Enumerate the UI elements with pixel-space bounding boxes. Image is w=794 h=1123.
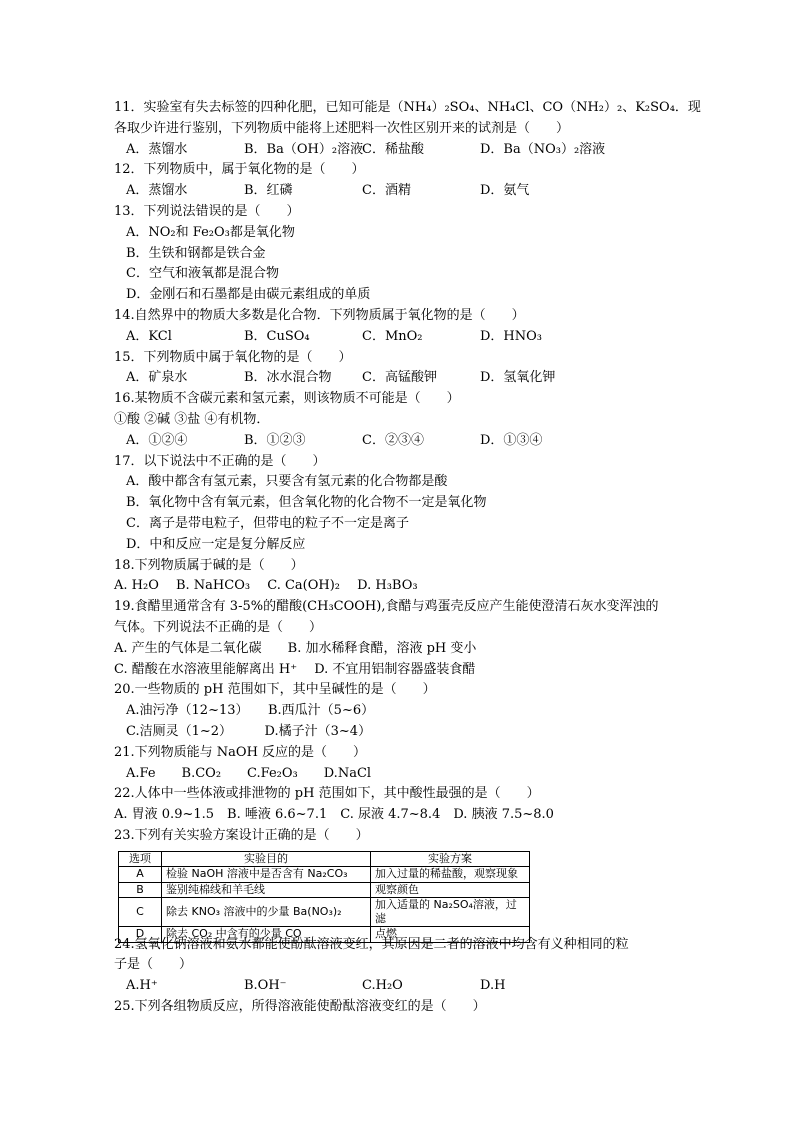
table-header: 实验目的 xyxy=(162,851,371,867)
question-line: 14.自然界中的物质大多数是化合物．下列物质属于氧化物的是（ ） xyxy=(114,307,525,323)
answer-option: C．酒精 xyxy=(362,183,411,199)
answer-option: B．冰水混合物 xyxy=(244,370,332,386)
table-header: 选项 xyxy=(119,851,162,867)
question-content xyxy=(114,98,701,1018)
table-cell: 点燃 xyxy=(371,927,530,943)
question-line: A.Fe B.CO₂ C.Fe₂O₃ D.NaCl xyxy=(126,765,372,781)
question-line: 12．下列物质中，属于氧化物的是（ ） xyxy=(114,162,365,178)
table-cell: 加入适量的 Na₂SO₄溶液，过滤 xyxy=(371,898,530,927)
question-line: 20.一些物质的 pH 范围如下，其中呈碱性的是（ ） xyxy=(114,682,436,698)
question-line: 子是（ ） xyxy=(114,957,193,973)
question-line: 气体。下列说法不正确的是（ ） xyxy=(114,619,323,635)
experiment-table-wrap xyxy=(114,847,682,941)
experiment-table xyxy=(118,851,530,943)
answer-option: A．矿泉水 xyxy=(126,370,188,386)
table-header: 实验方案 xyxy=(371,851,530,867)
answer-option: D．氢氧化钾 xyxy=(480,370,556,386)
question-line: A.油污净（12~13） B.西瓜汁（5~6） xyxy=(126,703,375,719)
answer-option: A.H⁺ xyxy=(126,978,158,994)
question-line: 21.下列物质能与 NaOH 反应的是（ ） xyxy=(114,744,367,760)
question-line: 13．下列说法错误的是（ ） xyxy=(114,203,300,219)
answer-options xyxy=(114,431,682,452)
question-line: ①酸 ②碱 ③盐 ④有机物． xyxy=(114,411,270,427)
table-cell: B xyxy=(119,882,162,898)
question-line: C．空气和液氧都是混合物 xyxy=(126,266,279,282)
question-line: A．NO₂和 Fe₂O₃都是氧化物 xyxy=(126,224,295,240)
answer-option: A．KCl xyxy=(126,328,172,344)
answer-options xyxy=(114,368,682,389)
table-cell: 加入过量的稀盐酸，观察现象 xyxy=(371,867,530,883)
table-cell: D xyxy=(119,927,162,943)
question-line: 23.下列有关实验方案设计正确的是（ ） xyxy=(114,827,369,843)
question-line: C．离子是带电粒子，但带电的粒子不一定是离子 xyxy=(126,515,409,531)
answer-options xyxy=(114,181,682,202)
answer-option: C．稀盐酸 xyxy=(362,141,424,157)
question-line: D．金刚石和石墨都是由碳元素组成的单质 xyxy=(126,287,371,303)
question-line: 18.下列物质属于碱的是（ ） xyxy=(114,557,304,573)
answer-option: D．氨气 xyxy=(480,183,530,199)
table-cell: 除去 KNO₃ 溶液中的少量 Ba(NO₃)₂ xyxy=(162,898,371,927)
question-line: A. H₂O B. NaHCO₃ C. Ca(OH)₂ D. H₃BO₃ xyxy=(114,578,418,594)
table-cell: C xyxy=(119,898,162,927)
table-row xyxy=(119,898,530,927)
answer-options xyxy=(114,140,682,161)
answer-option: A．①②④ xyxy=(126,432,188,448)
question-line: D．中和反应一定是复分解反应 xyxy=(126,536,306,552)
answer-option: D.H xyxy=(480,978,506,994)
question-line: 25.下列各组物质反应，所得溶液能使酚酞溶液变红的是（ ） xyxy=(114,999,486,1015)
question-line: C. 醋酸在水溶液里能解离出 H⁺ D. 不宜用铝制容器盛装食醋 xyxy=(114,661,476,677)
question-line: B．氧化物中含有氧元素，但含氧化物的化合物不一定是氧化物 xyxy=(126,495,487,511)
answer-option: C．MnO₂ xyxy=(362,328,423,344)
answer-option: C.H₂O xyxy=(362,978,403,994)
answer-option: A．蒸馏水 xyxy=(126,141,188,157)
answer-option: B．CuSO₄ xyxy=(244,328,310,344)
questions-11-23 xyxy=(114,98,701,847)
answer-option: B．①②③ xyxy=(244,432,306,448)
table-cell: 除去 CO₂ 中含有的少量 CO xyxy=(162,927,371,943)
answer-option: B．红磷 xyxy=(244,183,293,199)
table-row xyxy=(119,882,530,898)
question-line: 17．以下说法中不正确的是（ ） xyxy=(114,453,326,469)
table-row xyxy=(119,867,530,883)
question-line: A．酸中都含有氢元素，只要含有氢元素的化合物都是酸 xyxy=(126,474,448,490)
table-cell: 鉴别纯棉线和羊毛线 xyxy=(162,882,371,898)
question-line: 19.食醋里通常含有 3-5%的醋酸(CH₃COOH),食醋与鸡蛋壳反应产生能使澄清石灰水变浑浊的 xyxy=(114,599,659,615)
answer-option: D．HNO₃ xyxy=(480,328,543,344)
question-line: 16.某物质不含碳元素和氢元素，则该物质不可能是（ ） xyxy=(114,391,460,407)
table-header-row xyxy=(119,851,530,867)
answer-option: C．高锰酸钾 xyxy=(362,370,437,386)
table-cell: 观察颜色 xyxy=(371,882,530,898)
questions-24-25 xyxy=(114,935,682,1018)
question-line: C.洁厕灵（1~2） D.橘子汁（3~4） xyxy=(126,723,372,739)
table-cell: 检验 NaOH 溶液中是否含有 Na₂CO₃ xyxy=(162,867,371,883)
answer-option: D．Ba（NO₃）₂溶液 xyxy=(480,141,606,157)
answer-option: D．①③④ xyxy=(480,432,543,448)
question-line: 24.氢氧化钠溶液和氨水都能使酚酞溶液变红，其原因是二者的溶液中均含有义种相同的粒 xyxy=(114,936,629,952)
question-line: 11．实验室有失去标签的四种化肥，已知可能是（NH₄）₂SO₄、NH₄Cl、CO（NH₂）₂、K₂SO₄．现 xyxy=(114,100,701,115)
question-line: B．生铁和钢都是铁合金 xyxy=(126,245,266,261)
answer-option: B．Ba（OH）₂溶液 xyxy=(244,141,364,157)
answer-option: A．蒸馏水 xyxy=(126,183,188,199)
question-line: 15．下列物质中属于氧化物的是（ ） xyxy=(114,349,352,365)
answer-option: C．②③④ xyxy=(362,432,424,448)
answer-options xyxy=(114,976,682,997)
question-line: 各取少许进行鉴别，下列物质中能将上述肥料一次性区别开来的试剂是（ ） xyxy=(114,120,570,136)
question-line: A. 产生的气体是二氧化碳 B. 加水稀释食醋，溶液 pH 变小 xyxy=(114,640,477,656)
answer-option: B.OH⁻ xyxy=(244,978,287,994)
table-cell: A xyxy=(119,867,162,883)
question-line: 22.人体中一些体液或排泄物的 pH 范围如下，其中酸性最强的是（ ） xyxy=(114,786,540,802)
answer-options xyxy=(114,327,682,348)
question-line: A. 胃液 0.9~1.5 B. 唾液 6.6~7.1 C. 尿液 4.7~8.4 D. 胰液 7.5~8.0 xyxy=(114,807,554,823)
